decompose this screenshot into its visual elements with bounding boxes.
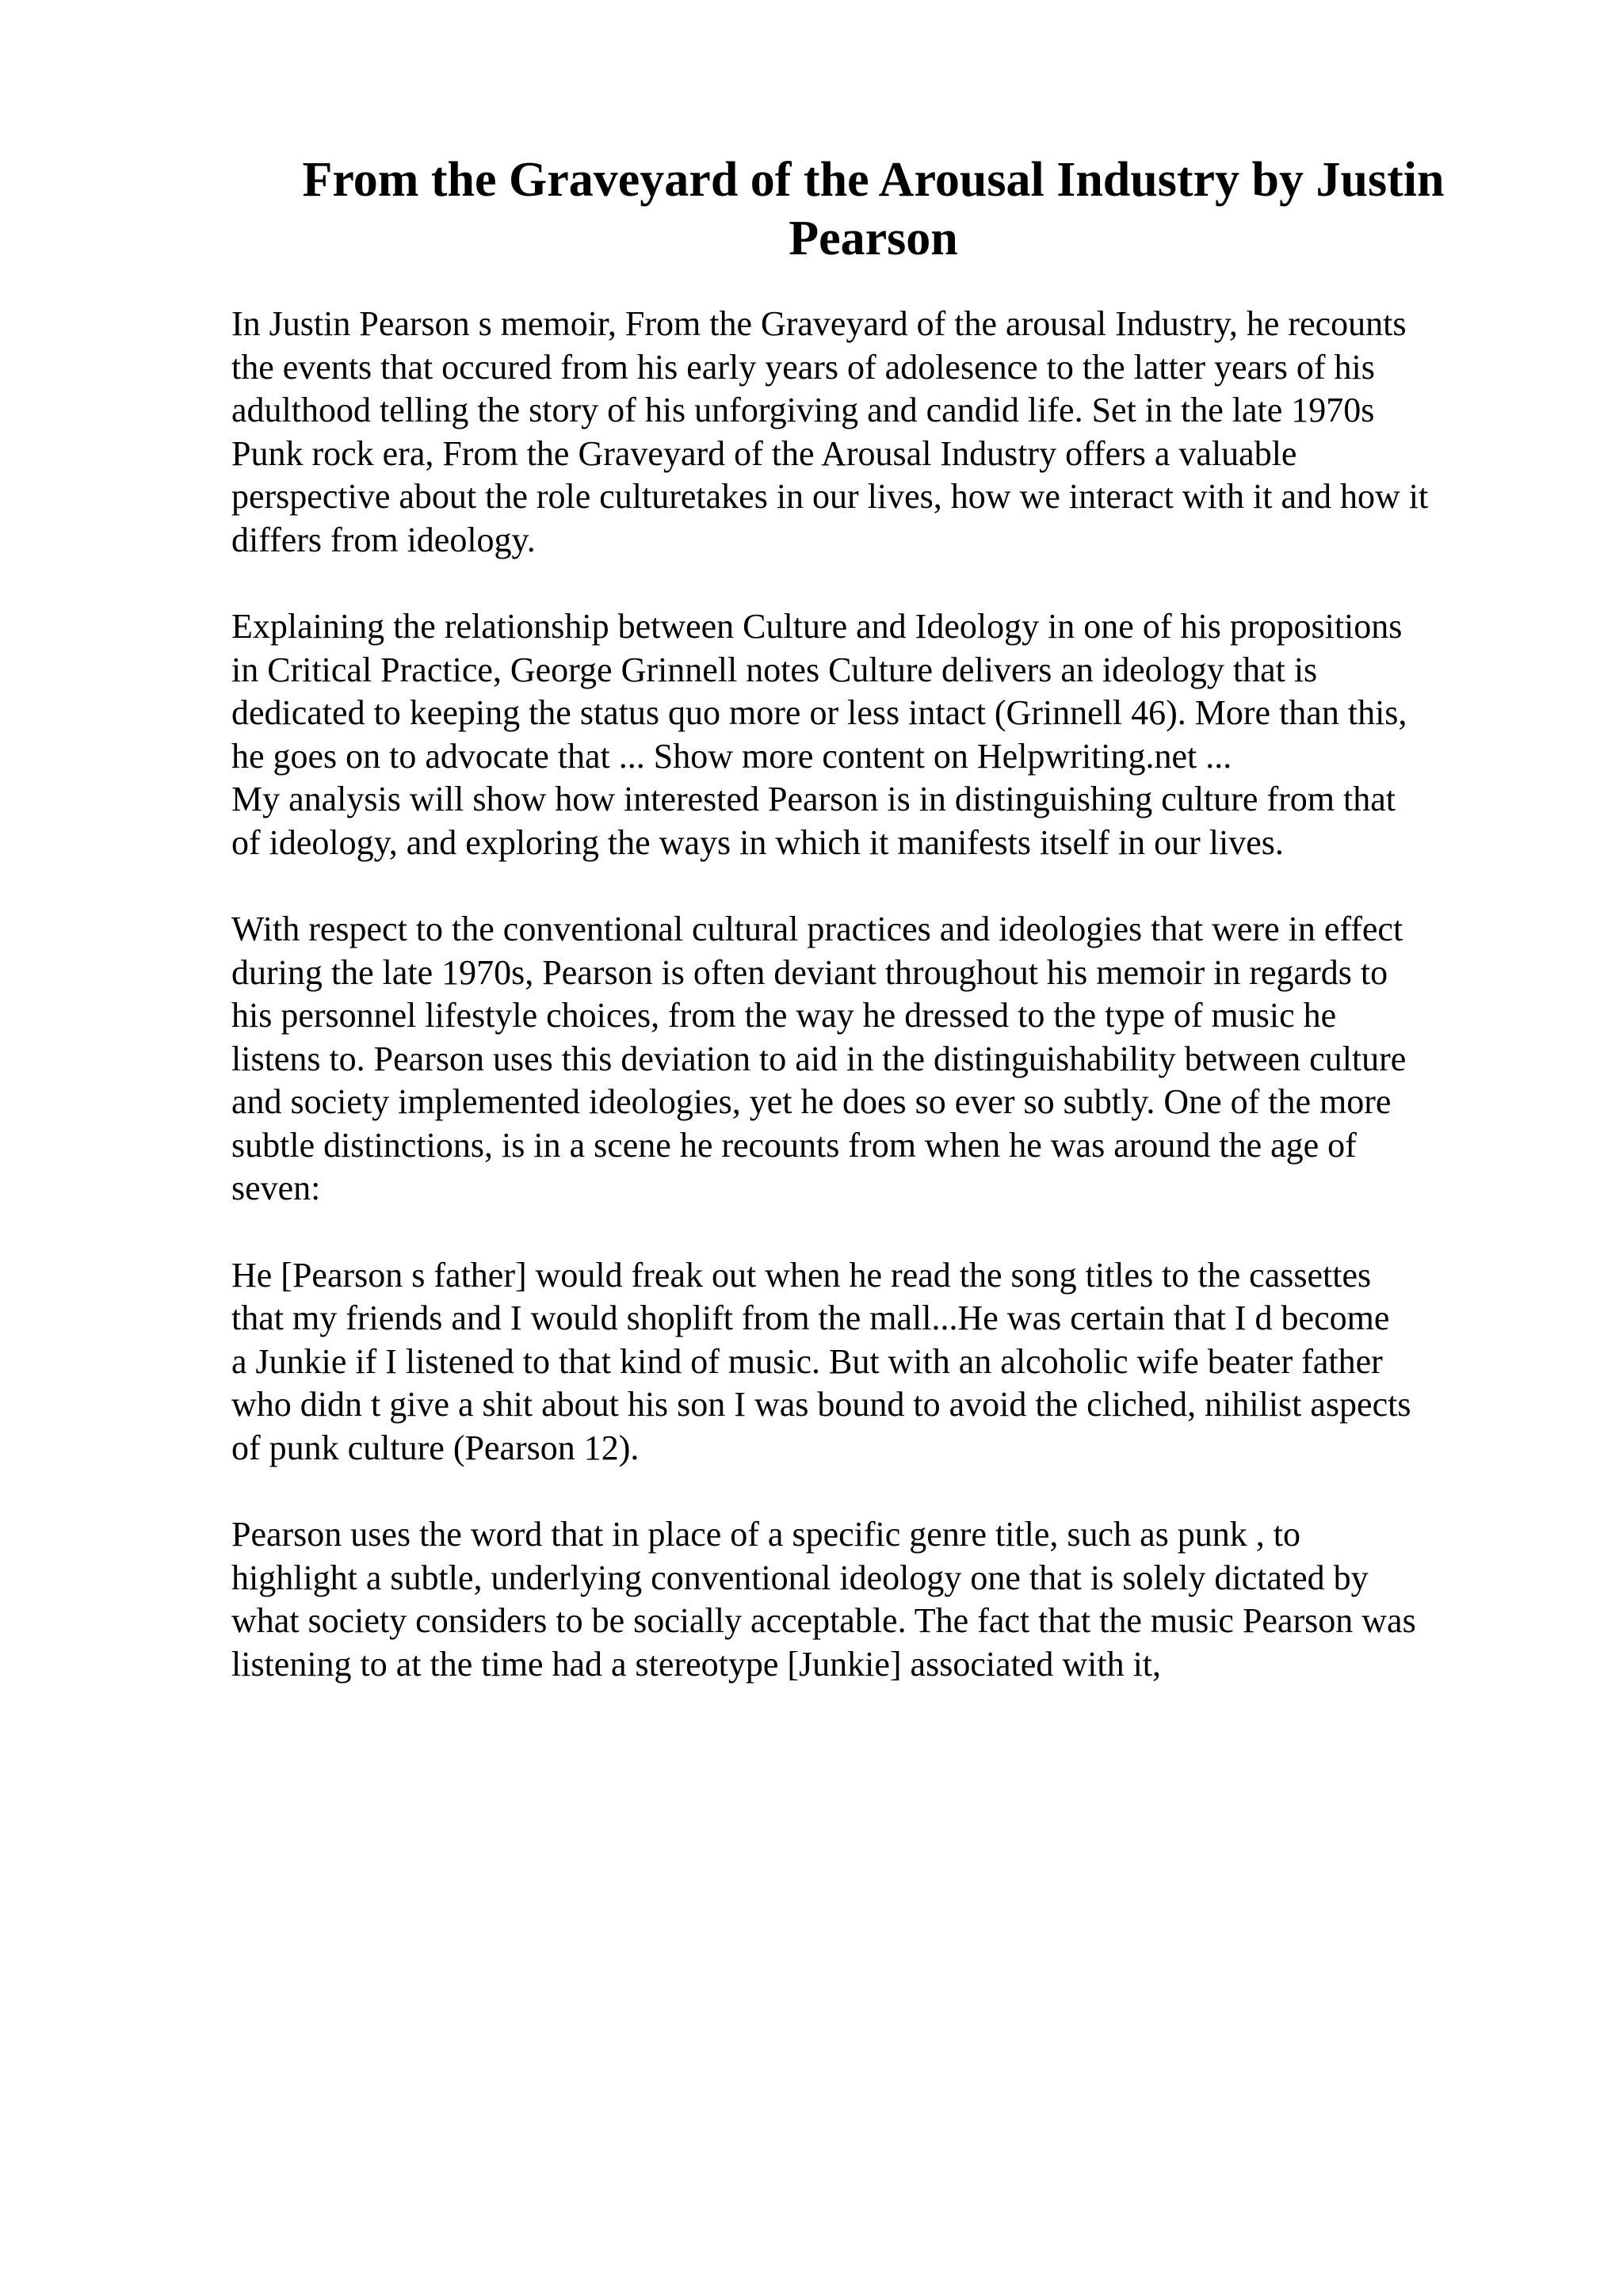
text-line: He [Pearson s father] would freak out when he read the song titles to the cassettes	[231, 1255, 1372, 1295]
text-line: With respect to the conventional cultural practices and ideologies that were in effect	[231, 910, 1403, 948]
text-line: who didn t give a shit about his son I was bound to avoid the cliched, nihilist aspects	[231, 1385, 1411, 1424]
text-line: Punk rock era, From the Graveyard of the Arousal Industry offers a valuable	[231, 433, 1297, 473]
text-line: differs from ideology.	[231, 520, 536, 559]
text-line: adulthood telling the story of his unforgiving and candid life. Set in the late 1970s	[231, 391, 1375, 429]
text-line: Pearson uses the word that in place of a specific genre title, such as punk , to	[231, 1515, 1300, 1554]
text-line: his personnel lifestyle choices, from the way he dressed to the type of music he	[231, 996, 1337, 1035]
text-line: what society considers to be socially acceptable. The fact that the music Pearson was	[231, 1601, 1416, 1640]
text-line: In Justin Pearson s memoir, From the Graveyard of the arousal Industry, he recounts	[231, 304, 1407, 343]
text-line: dedicated to keeping the status quo more or less intact (Grinnell 46). More than this,	[231, 693, 1407, 732]
text-line: listening to at the time had a stereotype [Junkie] associated with it,	[231, 1644, 1162, 1684]
document-page	[231, 151, 1515, 1730]
title-line: Pearson	[789, 212, 958, 265]
paragraph-intro	[231, 303, 1515, 562]
text-line: Explaining the relationship between Culture and Ideology in one of his propositions	[231, 607, 1403, 646]
text-line: seven:	[231, 1169, 321, 1207]
text-line: a Junkie if I listened to that kind of music. But with an alcoholic wife beater father	[231, 1341, 1383, 1381]
text-line: during the late 1970s, Pearson is often deviant throughout his memoir in regards to	[231, 952, 1388, 992]
text-line: My analysis will show how interested Pearson is in distinguishing culture from that	[231, 780, 1396, 818]
title-line: From the Graveyard of the Arousal Industry by Justin	[302, 153, 1445, 207]
text-line: the events that occured from his early years of adolesence to the latter years of his	[231, 347, 1375, 387]
text-line: that my friends and I would shoplift from the mall...He was certain that I d become	[231, 1299, 1390, 1337]
paragraph-conventional-practices	[231, 908, 1515, 1211]
text-line: listens to. Pearson uses this deviation to aid in the distinguishability between culture	[231, 1039, 1407, 1078]
text-line: subtle distinctions, is in a scene he recounts from when he was around the age of	[231, 1125, 1357, 1165]
paragraph-quote	[231, 1254, 1515, 1470]
paragraph-culture-ideology	[231, 605, 1515, 778]
text-line: of ideology, and exploring the ways in which it manifests itself in our lives.	[231, 822, 1284, 862]
paragraph-analysis	[231, 778, 1515, 864]
text-line: highlight a subtle, underlying conventional ideology one that is solely dictated by	[231, 1558, 1369, 1597]
text-line: he goes on to advocate that ... Show more content on Helpwriting.net ...	[231, 736, 1232, 776]
paragraph-word-that	[231, 1513, 1515, 1686]
text-line: perspective about the role culturetakes in our lives, how we interact with it and how it	[231, 477, 1429, 516]
text-line: and society implemented ideologies, yet he does so ever so subtly. One of the more	[231, 1082, 1392, 1121]
text-line: of punk culture (Pearson 12).	[231, 1428, 640, 1467]
document-title	[231, 151, 1515, 268]
text-line: in Critical Practice, George Grinnell notes Culture delivers an ideology that is	[231, 650, 1318, 689]
